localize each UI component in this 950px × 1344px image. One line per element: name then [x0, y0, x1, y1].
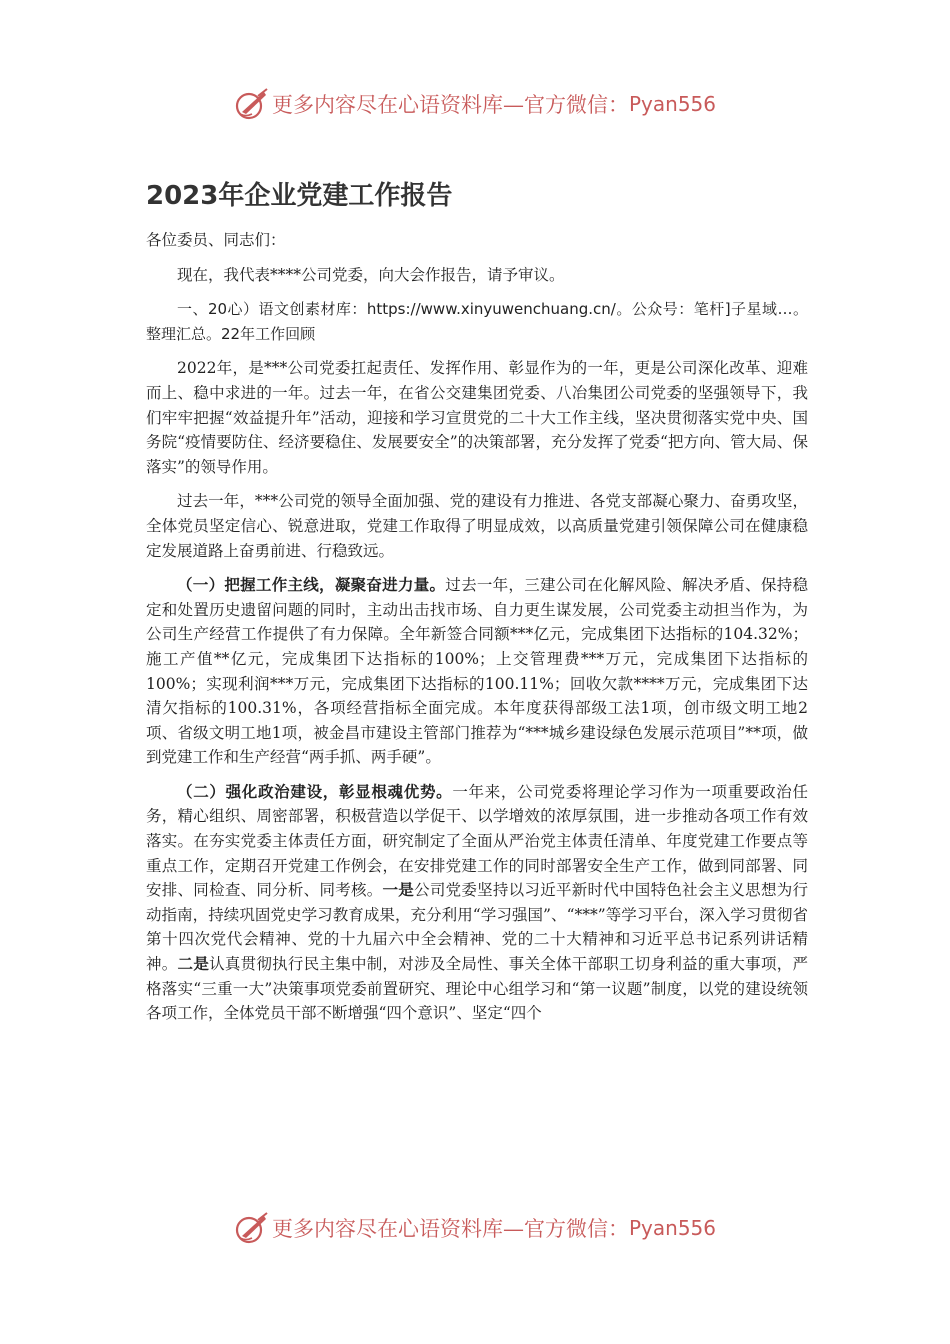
- item1-body: 过去一年，三建公司在化解风险、解决矛盾、保持稳定和处置历史遗留问题的同时，主动出击找市场、自力更生谋发展，公司党委主动担当作为，为公司生产经营工作提供了有力保障。全年新签合同额***亿元，完成集团下达指标的104.32%；施工产值**亿元，完成集团下达指标的100%；上交管理费***万元，完成集团下达指标的100%；实现利润***万元，完成集团下达指标的100.11%；回收欠款****万元，完成集团下达清欠指标的100.31%，各项经营指标全面完成。本年度获得部级工法1项，创市级文明工地2项、省级文明工地1项，被金昌市建设主管部门推荐为“***城乡建设绿色发展示范项目”**项，做到党建工作和生产经营“两手抓、两手硬”。: [146, 576, 808, 767]
- item2-heading: （二）强化政治建设，彰显根魂优势。: [177, 781, 453, 801]
- paragraph-2022: 2022年，是***公司党委扛起责任、发挥作用、彰显作为的一年，更是公司深化改革、迎难而上、稳中求进的一年。过去一年，在省公交建集团党委、八冶集团公司党委的坚强领导下，我们牢牢把握“效益提升年”活动，迎接和学习宣贯党的二十大工作主线，坚决贯彻落实党中央、国务院“疫情要防住、经济要稳住、发展要安全”的决策部署，充分发挥了党委“把方向、管大局、保落实”的领导作用。: [146, 359, 808, 476]
- item1-heading: （一）把握工作主线，凝聚奋进力量。: [177, 575, 446, 595]
- paragraph-past-year: 过去一年，***公司党的领导全面加强、党的建设有力推进、各党支部凝心聚力、奋勇攻坚，全体党员坚定信心、锐意进取，党建工作取得了明显成效，以高质量党建引领保障公司在健康稳定发展道路上奋勇前进、行稳致远。: [146, 492, 808, 560]
- item2-second-label: 二是: [177, 954, 210, 974]
- intro-paragraph: 现在，我代表****公司党委，向大会作报告，请予审议。: [177, 265, 565, 284]
- item1-paragraph: [146, 573, 808, 770]
- item2-paragraph: [146, 780, 808, 1026]
- item2-first-label: 一是: [382, 880, 415, 900]
- footer-banner-text: 更多内容尽在心语资料库—官方微信：: [271, 1217, 629, 1241]
- section1-heading-text: 一、20心）语文创素材库：https://www.xinyuwenchuang.cn/。公众号：笔杆]子星域…。整理汇总。22年工作回顾: [146, 300, 808, 343]
- item2-body-a: 一年来，公司党委将理论学习作为一项重要政治任务，精心组织、周密部署，积极营造以学促干、以学增效的浓厚氛围，进一步推动各项工作有效落实。在夯实党委主体责任方面，研究制定了全面从严治党主体责任清单、年度党建工作要点等重点工作，定期召开党建工作例会，在安排党建工作的同时部署安全生产工作，做到同部署、同安排、同检查、同分析、同考核。: [146, 782, 808, 900]
- document-title: 2023年企业党建工作报告: [146, 181, 453, 211]
- header-banner-wechat-id: Pyan556: [628, 92, 716, 116]
- footer-banner-wechat-id: Pyan556: [628, 1216, 716, 1240]
- item2-body-b: 公司党委坚持以习近平新时代中国特色社会主义思想为行动指南，持续巩固党史学习教育成果，充分利用“学习强国”、“***”等学习平台，深入学习贯彻省第十四次党代会精神、党的十九届六中全会精神、党的二十大精神和习近平总书记系列讲话精神。: [146, 881, 808, 974]
- document-body: [146, 176, 808, 1026]
- quill-logo-icon: [234, 86, 270, 122]
- item2-body-c: 认真贯彻执行民主集中制，对涉及全局性、事关全体干部职工切身利益的重大事项，严格落实“三重一大”决策事项党委前置研究、理论中心组学习和“第一议题”制度，以党的建设统领各项工作，全体党员干部不断增强“四个意识”、坚定“四个: [146, 955, 808, 1023]
- footer-banner: [0, 1208, 950, 1248]
- header-banner-text: 更多内容尽在心语资料库—官方微信：: [271, 93, 629, 117]
- header-banner: [0, 84, 950, 124]
- section1-heading: [146, 297, 808, 346]
- salutation: 各位委员、同志们：: [146, 231, 286, 249]
- quill-logo-icon: [234, 1210, 270, 1246]
